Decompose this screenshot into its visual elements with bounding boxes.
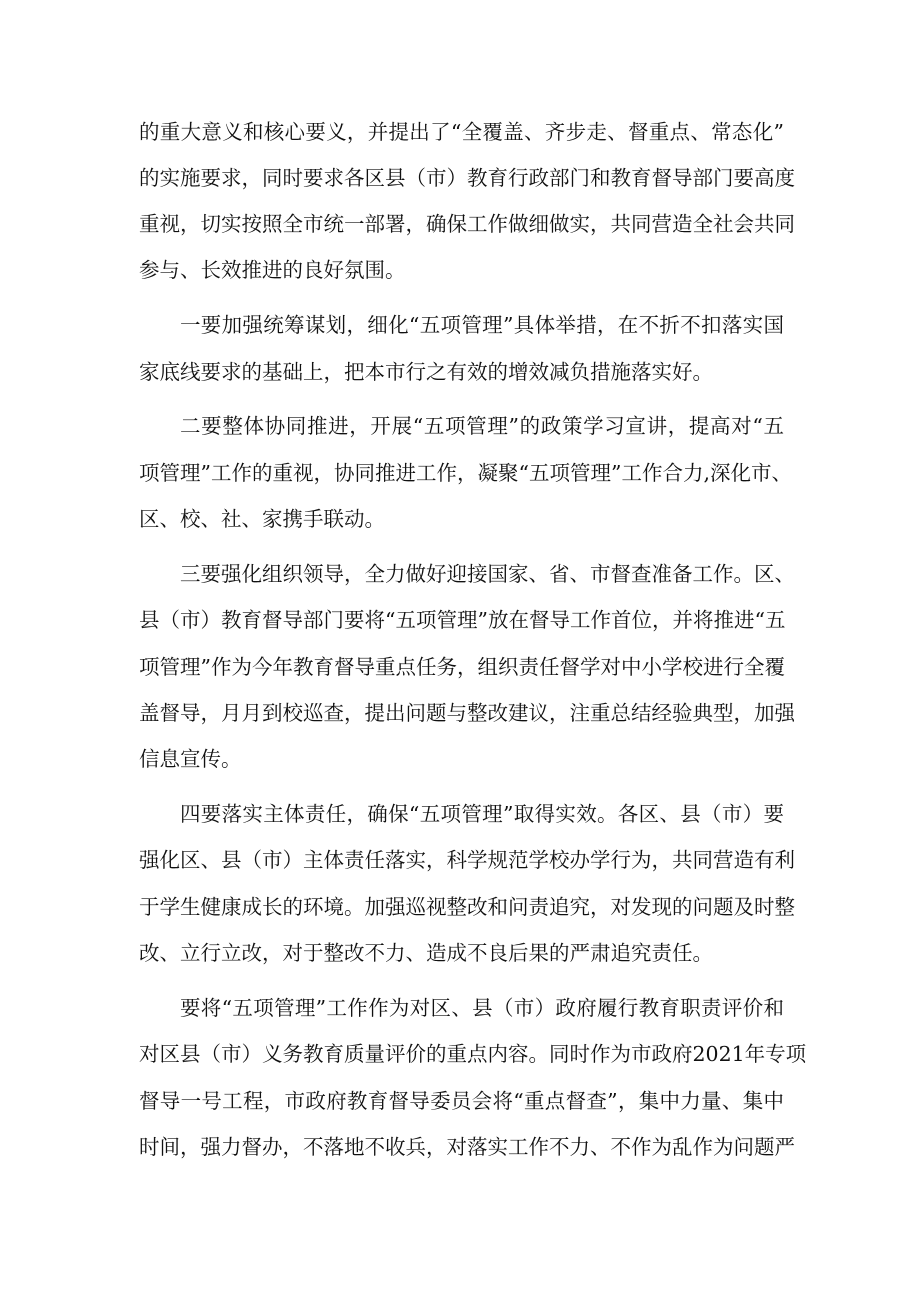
paragraph-2-line-2: 家底线要求的基础上，把本市行之有效的增效减负措施落实好。 — [139, 360, 713, 384]
paragraph-6-line-2: 对区县（市）义务教育质量评价的重点内容。同时作为市政府2021年专项 — [139, 1042, 807, 1066]
paragraph-4-line-1: 三要强化组织领导，全力做好迎接国家、省、市督查准备工作。区、 — [180, 562, 795, 586]
paragraph-4-line-5: 信息宣传。 — [139, 747, 242, 771]
paragraph-3-line-2: 项管理”工作的重视，协同推进工作，凝聚“五项管理”工作合力,深化市、 — [139, 461, 792, 485]
paragraph-4-line-4: 盖督导，月月到校巡查，提出问题与整改建议，注重总结经验典型，加强 — [139, 701, 795, 725]
paragraph-1-line-4: 参与、长效推进的良好氛围。 — [139, 258, 406, 282]
paragraph-1-line-3: 重视，切实按照全市统一部署，确保工作做细做实，共同营造全社会共同 — [139, 212, 795, 236]
paragraph-4-line-3: 项管理”作为今年教育督导重点任务，组织责任督学对中小学校进行全覆 — [139, 655, 785, 679]
paragraph-6-line-1: 要将“五项管理”工作作为对区、县（市）政府履行教育职责评价和 — [180, 996, 784, 1020]
paragraph-4-line-2: 县（市）教育督导部门要将“五项管理”放在督导工作首位，并将推进“五 — [139, 608, 786, 632]
paragraph-5-line-3: 于学生健康成长的环境。加强巡视整改和问责追究，对发现的问题及时整 — [139, 895, 795, 919]
paragraph-3-line-3: 区、校、社、家携手联动。 — [139, 507, 385, 531]
paragraph-1-line-1: 的重大意义和核心要义，并提出了“全覆盖、齐步走、督重点、常态化” — [139, 120, 784, 144]
paragraph-6-line-4: 时间，强力督办，不落地不收兵，对落实工作不力、不作为乱作为问题严 — [139, 1135, 795, 1159]
paragraph-5-line-2: 强化区、县（市）主体责任落实，科学规范学校办学行为，共同营造有利 — [139, 848, 795, 872]
paragraph-1-line-2: 的实施要求，同时要求各区县（市）教育行政部门和教育督导部门要高度 — [139, 166, 795, 190]
paragraph-5-line-1: 四要落实主体责任，确保“五项管理”取得实效。各区、县（市）要 — [180, 802, 784, 826]
paragraph-3-line-1: 二要整体协同推进，开展“五项管理”的政策学习宣讲，提高对“五 — [180, 414, 784, 438]
paragraph-2-line-1: 一要加强统筹谋划，细化“五项管理”具体举措，在不折不扣落实国 — [180, 313, 784, 337]
paragraph-5-line-4: 改、立行立改，对于整改不力、造成不良后果的严肃追究责任。 — [139, 941, 713, 965]
paragraph-6-line-3: 督导一号工程，市政府教育督导委员会将“重点督查”，集中力量、集中 — [139, 1089, 784, 1113]
